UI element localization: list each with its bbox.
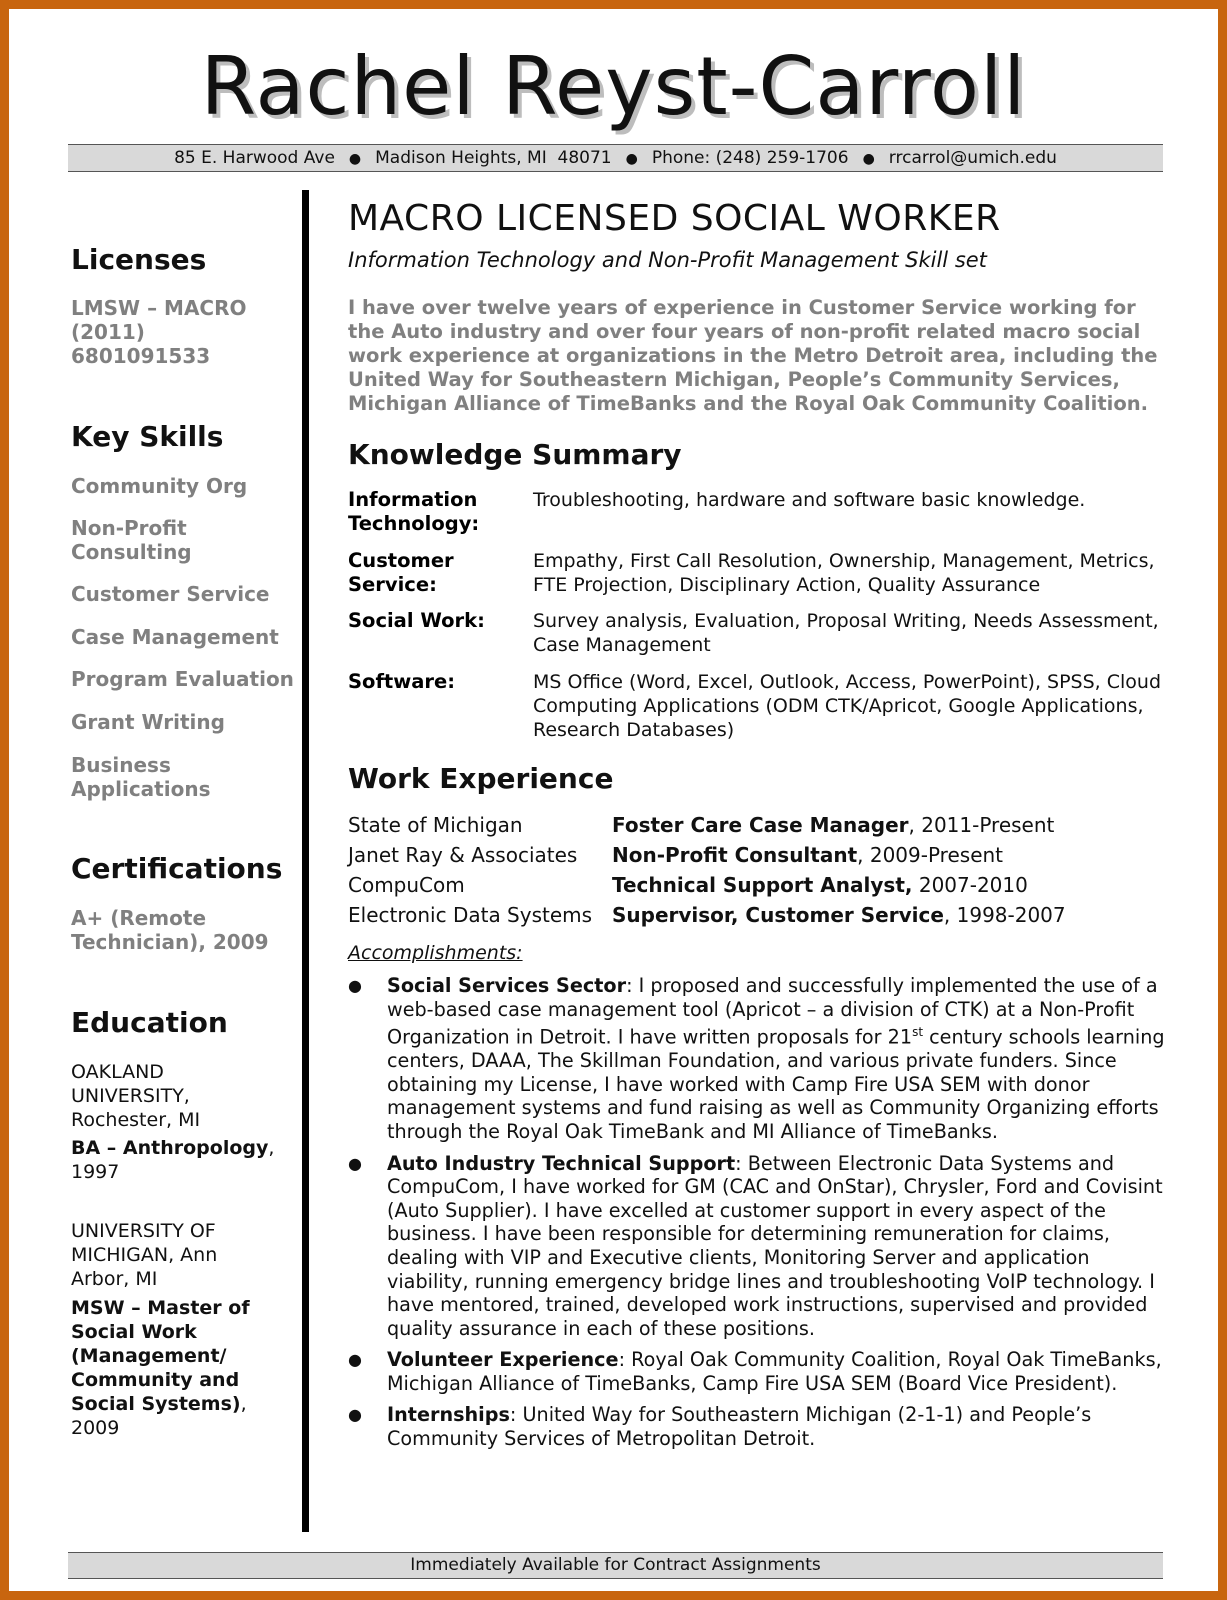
role-dates: , 2009-Present bbox=[857, 843, 1004, 867]
bullet-separator: ● bbox=[862, 151, 875, 167]
contact-bar bbox=[68, 144, 1163, 172]
knowledge-value: MS Office (Word, Excel, Outlook, Access, PowerPoint), SPSS, Cloud Computing Applications (ODM CTK/Apricot, Google Applications, Research Databases) bbox=[533, 671, 1162, 741]
resume-name: Rachel Reyst-Carroll bbox=[200, 40, 1027, 133]
contact-city: Madison Heights, MI 48071 bbox=[375, 148, 612, 168]
knowledge-label: Social Work: bbox=[348, 609, 485, 632]
bullet-dot: ● bbox=[348, 1350, 362, 1370]
accomplishment-text: century schools learning centers, DAAA, The Skillman Foundation, and various private funders. Since obtaining my License, I have worked with Camp Fire USA SEM with donor management systems and fund raising as well as Community Organizing efforts through the Royal Oak TimeBank and MI Alliance of TimeBanks. bbox=[387, 1025, 1165, 1143]
accomplishment-text: : United Way for Southeastern Michigan (2-1-1) and People’s Community Services of Metropolitan Detroit. bbox=[387, 1403, 1092, 1451]
knowledge-label: Customer Service: bbox=[348, 549, 454, 596]
ordinal-suffix: st bbox=[912, 1025, 924, 1040]
school-name: OAKLAND UNIVERSITY, Rochester, MI bbox=[71, 1061, 201, 1131]
availability-footer: Immediately Available for Contract Assignments bbox=[68, 1552, 1163, 1579]
education-heading: Education bbox=[71, 1006, 228, 1039]
work-row bbox=[348, 810, 1168, 840]
accomplishment-item bbox=[348, 1403, 1168, 1450]
employer: CompuCom bbox=[348, 873, 465, 897]
contact-address: 85 E. Harwood Ave bbox=[174, 148, 335, 168]
skill-item: Grant Writing bbox=[71, 710, 225, 734]
work-row bbox=[348, 900, 1168, 930]
certification-item: A+ (Remote Technician), 2009 bbox=[71, 906, 269, 954]
role bbox=[612, 870, 1028, 900]
role bbox=[612, 900, 1066, 930]
bullet-dot: ● bbox=[348, 1405, 362, 1425]
work-experience-heading: Work Experience bbox=[348, 762, 614, 795]
skill-item: Non-Profit Consulting bbox=[71, 516, 192, 564]
bullet-dot: ● bbox=[348, 976, 362, 995]
certifications-heading: Certifications bbox=[71, 852, 283, 885]
skill-item: Customer Service bbox=[71, 582, 270, 606]
employer: Electronic Data Systems bbox=[348, 903, 593, 927]
accomplishment-title: Internships bbox=[387, 1403, 510, 1427]
licenses-heading: Licenses bbox=[71, 243, 207, 276]
column-divider bbox=[302, 190, 309, 1532]
accomplishment-title: Auto Industry Technical Support bbox=[387, 1151, 736, 1175]
accomplishment-title: Social Services Sector bbox=[387, 974, 627, 997]
accomplishment-item bbox=[348, 974, 1168, 1144]
degree-year: , 2009 bbox=[71, 1393, 247, 1439]
job-title: MACRO LICENSED SOCIAL WORKER bbox=[348, 198, 1001, 239]
skill-item: Program Evaluation bbox=[71, 667, 294, 691]
key-skills-heading: Key Skills bbox=[71, 420, 224, 453]
knowledge-value: Troubleshooting, hardware and software basic knowledge. bbox=[533, 489, 1086, 511]
knowledge-value: Empathy, First Call Resolution, Ownership, Management, Metrics, FTE Projection, Disciplinary Action, Quality Assurance bbox=[533, 550, 1155, 596]
bullet-dot: ● bbox=[348, 1153, 362, 1173]
degree-line bbox=[71, 1296, 271, 1440]
role-title: Foster Care Case Manager bbox=[612, 813, 909, 837]
license-line: (2011) bbox=[71, 320, 145, 344]
degree-title: MSW – Master of Social Work (Management/ Community and Social Systems) bbox=[71, 1297, 250, 1415]
knowledge-label: Software: bbox=[348, 670, 456, 693]
role bbox=[612, 810, 1054, 840]
accomplishments-label: Accomplishments: bbox=[348, 942, 523, 964]
accomplishments-list bbox=[348, 974, 1168, 1459]
degree-title: BA – Anthropology bbox=[71, 1137, 269, 1159]
accomplishment-title: Volunteer Experience bbox=[387, 1348, 619, 1372]
employer: State of Michigan bbox=[348, 813, 523, 837]
school-name: UNIVERSITY OF MICHIGAN, Ann Arbor, MI bbox=[71, 1220, 218, 1290]
accomplishment-item bbox=[348, 1152, 1168, 1341]
work-row bbox=[348, 870, 1168, 900]
bullet-separator: ● bbox=[625, 151, 638, 167]
accomplishment-text: : I proposed and successfully implemented the use of a web-based case management tool (Apricot – a division of CTK) at a Non-Profit Organization in Detroit. I have written proposals for 21 bbox=[387, 974, 1158, 1049]
knowledge-label: Information Technology: bbox=[348, 488, 480, 535]
role bbox=[612, 840, 1003, 870]
license-line: LMSW – MACRO bbox=[71, 296, 247, 320]
work-row bbox=[348, 840, 1168, 870]
role-dates: 2007-2010 bbox=[912, 873, 1028, 897]
license-line: 6801091533 bbox=[71, 344, 211, 368]
accomplishment-text: : Between Electronic Data Systems and CompuCom, I have worked for GM (CAC and OnStar), Chrysler, Ford and Covisint (Auto Supplier). I have excelled at customer support in every aspect of the business. I have been responsible for determining remuneration for claims, dealing with VIP and Executive clients, Monitoring Server and application viability, running emergency bridge lines and troubleshooting VoIP technology. I have mentored, trained, developed work instructions, supervised and provided quality assurance in each of these positions. bbox=[387, 1151, 1163, 1340]
role-dates: , 1998-2007 bbox=[943, 903, 1066, 927]
contact-phone: Phone: (248) 259-1706 bbox=[651, 148, 849, 168]
accomplishment-text: : Royal Oak Community Coalition, Royal Oak TimeBanks, Michigan Alliance of TimeBanks, Camp Fire USA SEM (Board Vice President). bbox=[387, 1348, 1162, 1395]
contact-email[interactable]: rrcarrol@umich.edu bbox=[888, 148, 1057, 168]
employer: Janet Ray & Associates bbox=[348, 843, 578, 867]
intro-paragraph: I have over twelve years of experience in Customer Service working for the Auto industry and over four years of non-profit related macro social work experience at organizations in the Metro Detroit area, including the United Way for Southeastern Michigan, People’s Community Services, Michigan Alliance of TimeBanks and the Royal Oak Community Coalition. bbox=[348, 296, 1158, 415]
degree-year: , 1997 bbox=[71, 1137, 275, 1183]
role-title: Non-Profit Consultant bbox=[612, 843, 858, 867]
accomplishment-item bbox=[348, 1348, 1168, 1395]
role-dates: , 2011-Present bbox=[908, 813, 1055, 837]
skill-item: Case Management bbox=[71, 625, 279, 649]
knowledge-summary-heading: Knowledge Summary bbox=[348, 438, 682, 471]
skillset-subtitle: Information Technology and Non-Profit Management Skill set bbox=[348, 248, 987, 272]
skill-item: Community Org bbox=[71, 474, 248, 498]
knowledge-value: Survey analysis, Evaluation, Proposal Writing, Needs Assessment, Case Management bbox=[533, 610, 1159, 656]
degree-line bbox=[71, 1136, 296, 1184]
skill-item: Business Applications bbox=[71, 753, 211, 801]
role-title: Technical Support Analyst, bbox=[612, 873, 913, 897]
bullet-separator: ● bbox=[348, 151, 362, 167]
role-title: Supervisor, Customer Service bbox=[612, 903, 944, 927]
